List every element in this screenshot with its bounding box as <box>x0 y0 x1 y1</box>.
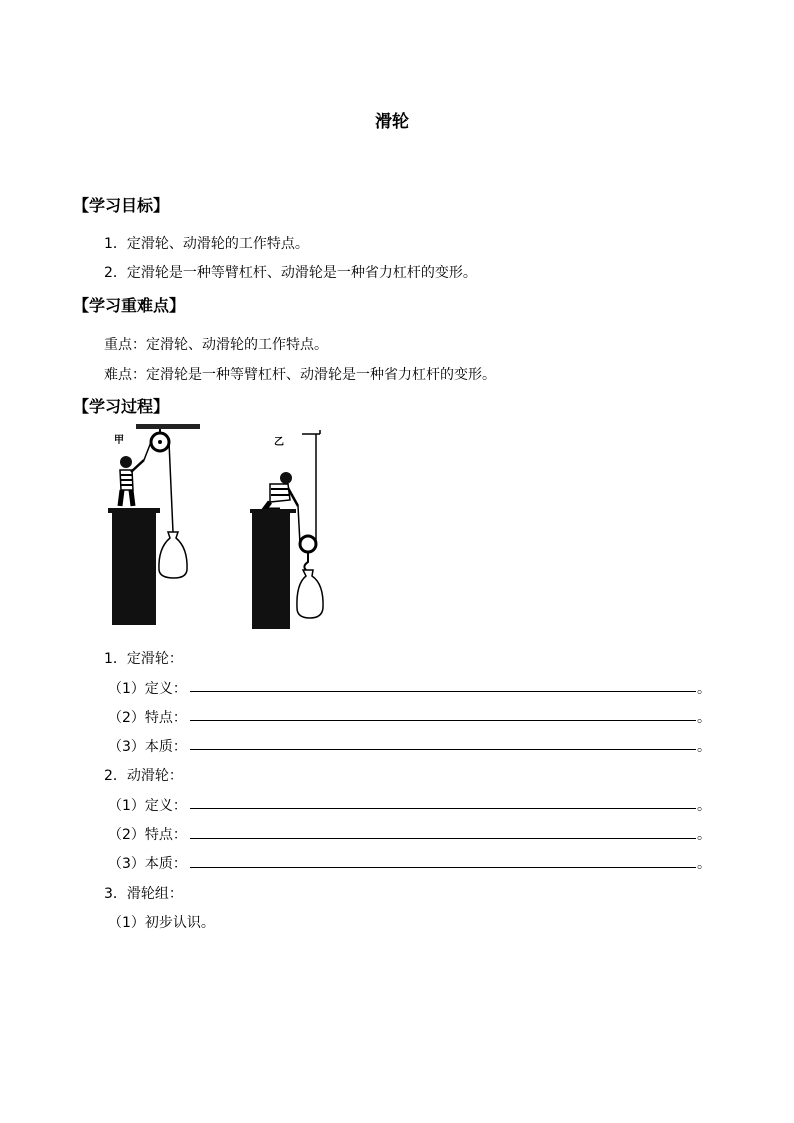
fixed-pulley-feature-blank[interactable] <box>190 720 696 721</box>
end-mark: 。 <box>697 856 711 872</box>
end-mark: 。 <box>697 798 711 814</box>
pulley-block-item-1: （1）初步认识。 <box>108 915 215 931</box>
end-mark: 。 <box>697 827 711 843</box>
movable-pulley-definition-blank[interactable] <box>190 808 696 809</box>
key-points-heading: 【学习重难点】 <box>73 296 186 315</box>
end-mark: 。 <box>697 710 711 726</box>
movable-pulley-essence-blank[interactable] <box>190 867 696 868</box>
page-title: 滑轮 <box>375 112 409 132</box>
fixed-pulley-title: 1．定滑轮： <box>104 651 183 667</box>
fixed-pulley-definition-blank[interactable] <box>190 691 696 692</box>
fixed-pulley-essence-label: （3）本质： <box>108 739 187 755</box>
process-heading: 【学习过程】 <box>73 397 170 416</box>
objective-item-1: 1．定滑轮、动滑轮的工作特点。 <box>104 236 309 252</box>
end-mark: 。 <box>697 681 711 697</box>
objective-item-2: 2．定滑轮是一种等臂杠杆、动滑轮是一种省力杠杆的变形。 <box>104 265 477 281</box>
movable-pulley-feature-blank[interactable] <box>190 838 696 839</box>
objectives-heading: 【学习目标】 <box>73 196 170 215</box>
movable-pulley-illustration <box>240 420 340 632</box>
movable-pulley-feature-label: （2）特点： <box>108 827 187 843</box>
end-mark: 。 <box>697 739 711 755</box>
fixed-pulley-illustration <box>100 420 210 632</box>
pulley-block-title: 3．滑轮组： <box>104 886 183 902</box>
key-point-item: 重点：定滑轮、动滑轮的工作特点。 <box>104 337 328 353</box>
movable-pulley-essence-label: （3）本质： <box>108 856 187 872</box>
fixed-pulley-feature-label: （2）特点： <box>108 710 187 726</box>
fixed-pulley-essence-blank[interactable] <box>190 749 696 750</box>
figure-label-a: 甲 <box>114 435 124 446</box>
movable-pulley-title: 2．动滑轮： <box>104 768 183 784</box>
fixed-pulley-definition-label: （1）定义： <box>108 681 187 697</box>
movable-pulley-definition-label: （1）定义： <box>108 798 187 814</box>
difficult-point-item: 难点：定滑轮是一种等臂杠杆、动滑轮是一种省力杠杆的变形。 <box>104 367 496 383</box>
figure-label-b: 乙 <box>274 437 284 448</box>
